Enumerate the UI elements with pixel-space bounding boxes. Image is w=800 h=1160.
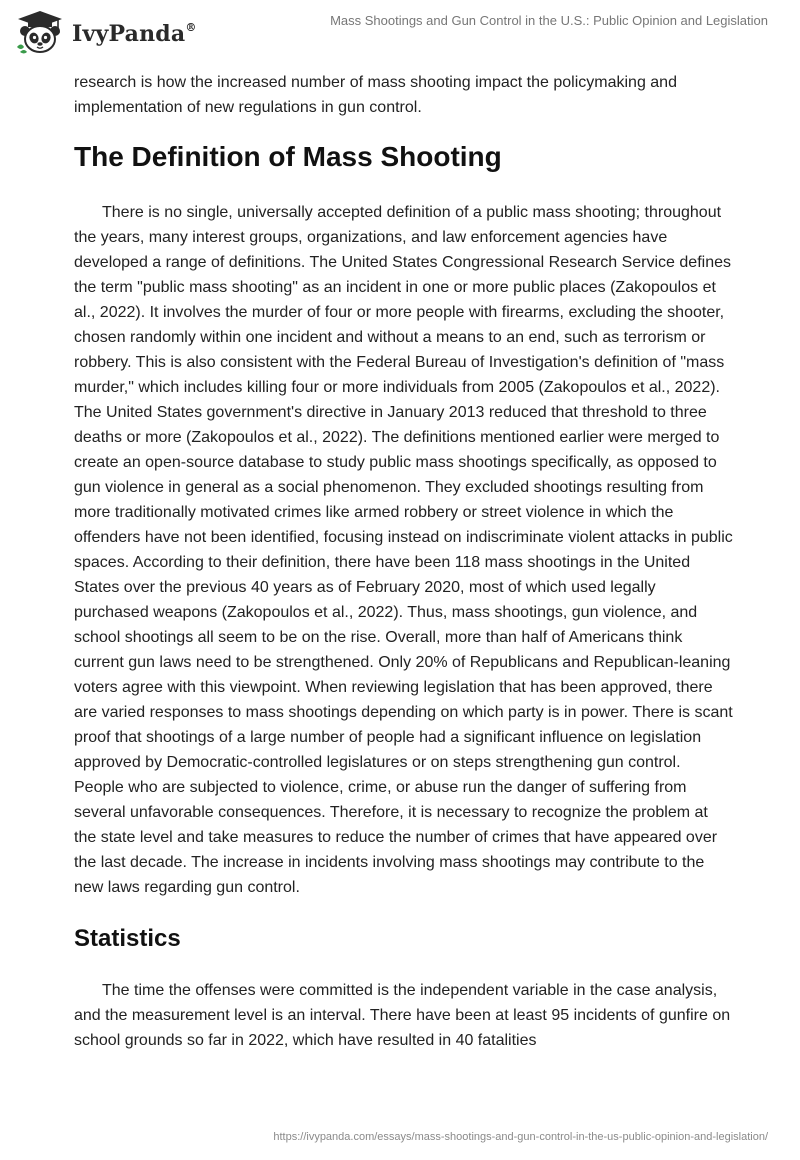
section-heading-statistics: Statistics bbox=[74, 925, 181, 952]
essay-body bbox=[74, 70, 734, 1053]
panda-graduate-icon bbox=[14, 9, 66, 55]
source-url[interactable]: https://ivypanda.com/essays/mass-shootings-and-gun-control-in-the-us-public-opinion-and-legislation/ bbox=[273, 1131, 768, 1143]
section-heading-definition: The Definition of Mass Shooting bbox=[74, 141, 502, 172]
document-title: Mass Shootings and Gun Control in the U.S.: Public Opinion and Legislation bbox=[330, 13, 768, 28]
registered-mark: ® bbox=[185, 20, 197, 34]
statistics-paragraph: The time the offenses were committed is the independent variable in the case analysis, and the measurement level is an interval. There have been at least 95 incidents of gunfire on school grounds so far in 2022, which have resulted in 40 fatalities bbox=[74, 982, 731, 1049]
definition-paragraph: There is no single, universally accepted definition of a public mass shooting; throughout the years, many interest groups, organizations, and law enforcement agencies have developed a range of definitions. The United States Congressional Research Service defines the term "public mass shooting" as an incident in one or more public places (Zakopoulos et al., 2022). It involves the murder of four or more people with firearms, excluding the shooter, chosen randomly within one incident and without a means to an end, such as terrorism or robbery. This is also consistent with the Federal Bureau of Investigation's definition of "mass murder," which includes killing four or more individuals from 2005 (Zakopoulos et al., 2022). The United States government's directive in January 2013 reduced that threshold to three deaths or more (Zakopoulos et al., 2022). The definitions mentioned earlier were merged to create an open-source database to study public mass shootings specifically, as opposed to gun violence in general as a social phenomenon. They excluded shootings resulting from more traditionally motivated crimes like armed robbery or street violence in which the offenders have not been identified, focusing instead on indiscriminate violent attacks in public spaces. According to their definition, there have been 118 mass shootings in the United States over the previous 40 years as of February 2020, most of which used legally purchased weapons (Zakopoulos et al., 2022). Thus, mass shootings, gun violence, and school shootings all seem to be on the rise. Overall, more than half of Americans think current gun laws need to be strengthened. Only 20% of Republicans and Republican-leaning voters agree with this viewpoint. When reviewing legislation that has been approved, there are varied responses to mass shootings depending on which party is in power. There is scant proof that shootings of a large number of people had a significant influence on legislation approved by Democratic-controlled legislatures or on steps strengthening gun control. People who are subjected to violence, crime, or abuse run the danger of suffering from several unfavorable consequences. Therefore, it is necessary to recognize the problem at the state level and take measures to reduce the number of crimes that have appeared over the last decade. The increase in incidents involving mass shootings may contribute to the new laws regarding gun control. bbox=[74, 204, 733, 896]
intro-paragraph: research is how the increased number of mass shooting impact the policymaking and implementation of new regulations in gun control. bbox=[74, 74, 677, 116]
logo[interactable] bbox=[14, 8, 197, 56]
logo-text: IvyPanda® bbox=[72, 20, 197, 47]
page-header bbox=[0, 0, 800, 60]
